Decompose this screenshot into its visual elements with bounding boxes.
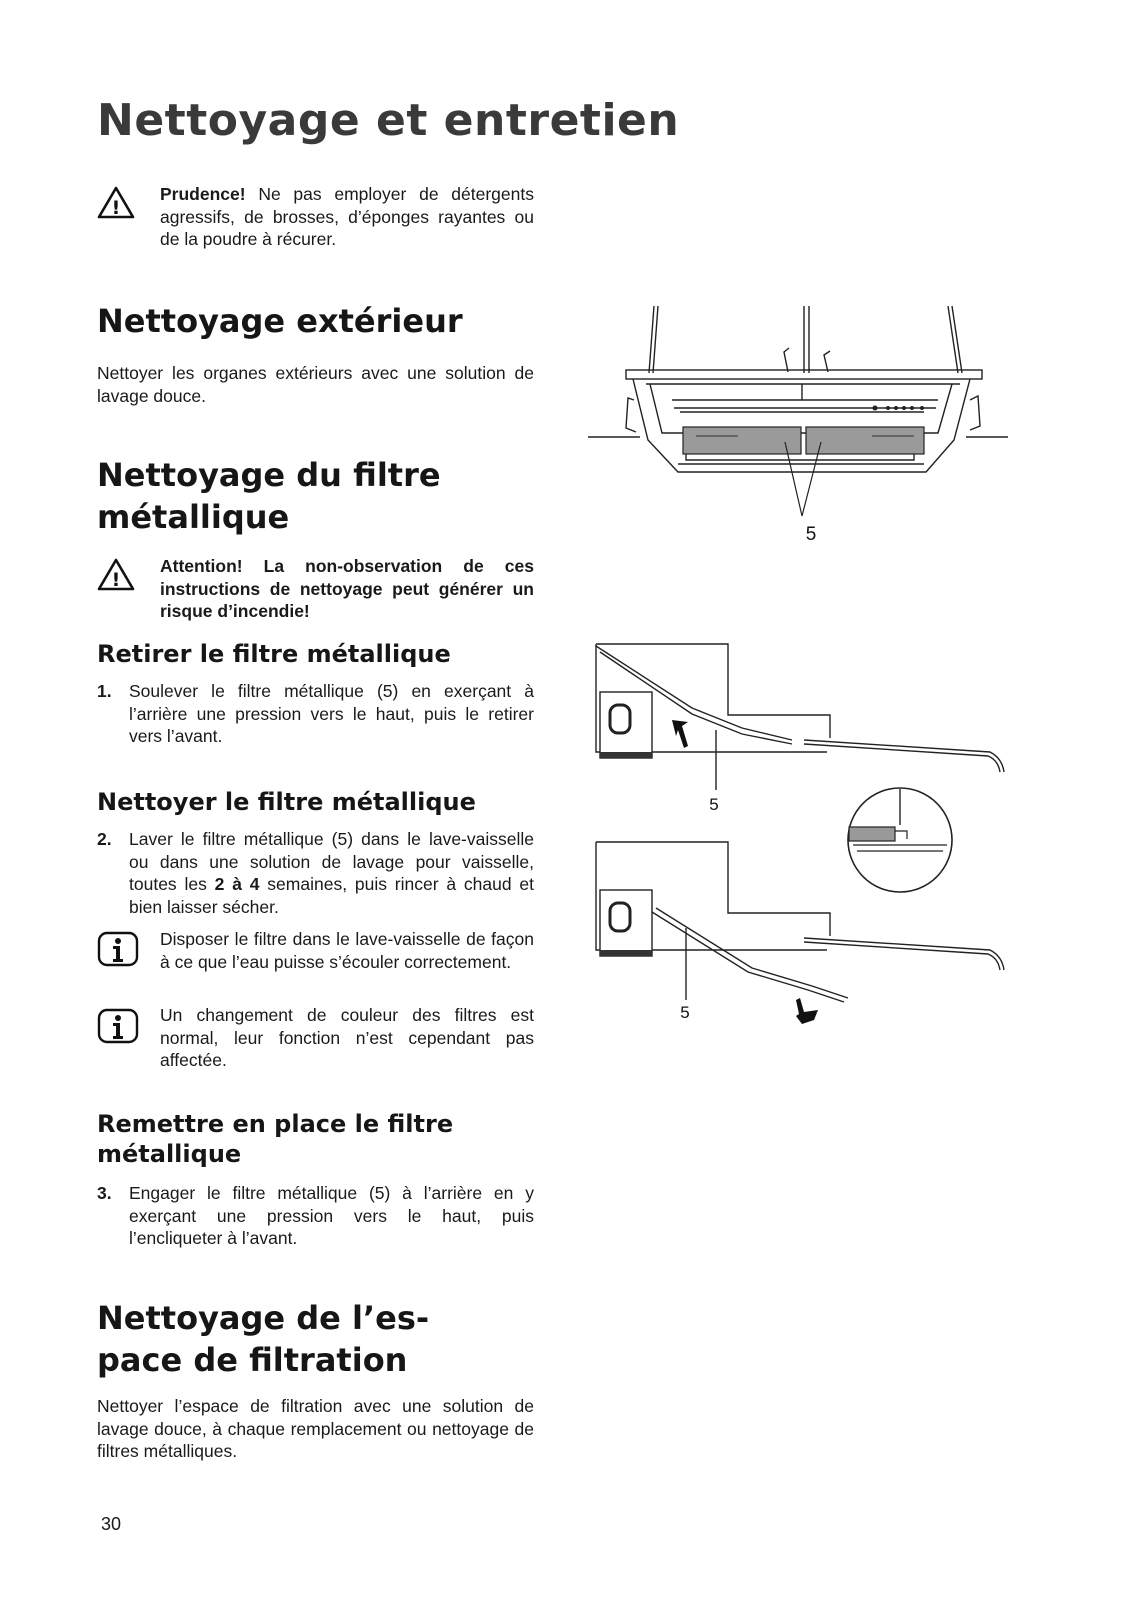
hood-figure [588, 300, 1008, 550]
caution-text [160, 183, 534, 251]
hood-drawing [588, 300, 1008, 550]
info-icon [97, 1008, 139, 1049]
insert-drawing [592, 838, 1012, 1038]
remove-ref-label: 5 [709, 795, 719, 814]
hood-ref-label: 5 [805, 524, 817, 545]
svg-text:!: ! [111, 197, 121, 219]
exterior-text: Nettoyer les organes extérieurs avec une solution de lavage douce. [97, 363, 534, 406]
step-text-part: semaines, puis rincer à chaud et bien laisser sécher. [129, 874, 534, 917]
refit-step [97, 1182, 534, 1250]
step-text-part: Laver le filtre métallique (5) dans le lave-vaisselle ou dans une solution de lavage pour vaisselle, toutes les [129, 829, 534, 894]
filtration-text: Nettoyer l’espace de filtration avec une solution de lavage douce, à chaque remplacement ou nettoyage de filtres métalliques. [97, 1396, 534, 1461]
clean-step [97, 828, 534, 918]
info-icon [97, 931, 139, 972]
filtration-heading-line1: Nettoyage de l’es- [97, 1299, 430, 1337]
filter-heading-line2: métallique [97, 498, 290, 536]
filtration-heading-line2: pace de filtration [97, 1341, 408, 1379]
step-number: 1. [97, 681, 112, 701]
info-text-2: Un changement de couleur des filtres est normal, leur fonction n’est cependant pas affectée. [160, 1005, 534, 1070]
page-number: 30 [101, 1514, 122, 1534]
step-text: Engager le filtre métallique (5) à l’arrière en y exerçant une pression vers le haut, puis l’encliqueter à l’avant. [129, 1183, 534, 1248]
remove-step [97, 680, 534, 748]
caution-label: Prudence! [160, 184, 246, 204]
insert-figure [592, 838, 1012, 1038]
remove-heading: Retirer le filtre métallique [97, 640, 451, 668]
exterior-heading: Nettoyage extérieur [97, 302, 463, 340]
page-title: Nettoyage et entretien [97, 95, 680, 146]
step-number: 2. [97, 829, 112, 849]
clean-heading: Nettoyer le filtre métallique [97, 788, 476, 816]
filter-heading-line1: Nettoyage du filtre [97, 456, 441, 494]
step-text [129, 828, 534, 918]
insert-ref-label: 5 [680, 1003, 690, 1022]
refit-heading-line1: Remettre en place le filtre [97, 1110, 454, 1138]
svg-text:!: ! [111, 569, 121, 591]
warning-text: Attention! La non-observation de ces instructions de nettoyage peut générer un risque d’incendie! [160, 556, 534, 621]
caution-icon [97, 186, 135, 225]
filter-heading [97, 454, 441, 538]
refit-heading-line2: métallique [97, 1140, 242, 1168]
filtration-heading [97, 1297, 429, 1381]
refit-heading [97, 1109, 453, 1169]
caution-body: Ne pas employer de détergents agressifs, de brosses, d’éponges rayantes ou de la poudre à récurer. [160, 184, 534, 249]
step-number: 3. [97, 1183, 112, 1203]
warning-icon [97, 558, 135, 597]
step-text: Soulever le filtre métallique (5) en exerçant à l’arrière une pression vers le haut, puis le retirer vers l’avant. [129, 681, 534, 746]
info-text-1: Disposer le filtre dans le lave-vaisselle de façon à ce que l’eau puisse s’écouler correctement. [160, 929, 534, 972]
step-text-bold: 2 à 4 [214, 874, 260, 894]
